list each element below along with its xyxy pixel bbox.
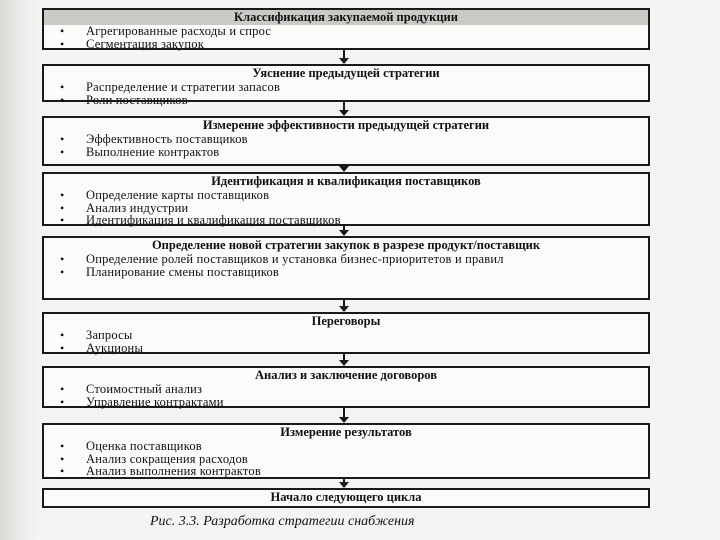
stage-item-text: Оценка поставщиков xyxy=(86,439,202,453)
stage-box xyxy=(42,8,650,50)
bullet-icon: • xyxy=(60,36,65,51)
stage-item xyxy=(44,465,648,478)
stage-item-text: Анализ индустрии xyxy=(86,200,189,215)
flow-arrow xyxy=(339,408,349,423)
stage-item-list xyxy=(44,25,648,51)
stage-item-text: Анализ выполнения контрактов xyxy=(86,464,261,478)
bullet-icon: • xyxy=(60,394,65,409)
stage-box xyxy=(42,488,650,508)
stage-item-text: Определение ролей поставщиков и установка бизнес-приоритетов и правил xyxy=(86,252,504,266)
stage-title: Измерение результатов xyxy=(280,425,412,439)
bullet-icon: • xyxy=(60,382,65,396)
stage-box xyxy=(42,236,650,300)
stage-item-text: Определение карты поставщиков xyxy=(86,188,270,202)
bullet-icon: • xyxy=(60,200,65,215)
stage-title: Уяснение предыдущей стратегии xyxy=(252,66,440,80)
stage-item-list xyxy=(44,383,648,409)
stage-title: Переговоры xyxy=(311,314,381,328)
bullet-icon: • xyxy=(60,264,65,279)
stage-item-text: Эффективность поставщиков xyxy=(86,132,248,146)
flow-arrow xyxy=(339,479,349,488)
stage-title: Начало следующего цикла xyxy=(270,490,422,504)
stage-item-text: Аукционы xyxy=(86,340,144,355)
stage-box xyxy=(42,312,650,354)
stage-item-list xyxy=(44,440,648,479)
stage-item-text: Запросы xyxy=(86,328,133,342)
flow-arrow xyxy=(339,226,349,236)
bullet-icon: • xyxy=(60,213,65,227)
stage-title: Классификация закупаемой продукции xyxy=(44,10,648,25)
stage-item-list xyxy=(44,189,648,228)
stage-box xyxy=(42,172,650,226)
bullet-icon: • xyxy=(60,464,65,478)
stage-item-text: Роли поставщиков xyxy=(86,92,188,107)
stage-item xyxy=(44,342,648,355)
bullet-icon: • xyxy=(60,188,65,202)
stage-box xyxy=(42,366,650,408)
flow-arrow xyxy=(339,50,349,64)
stage-title: Измерение эффективности предыдущей стратегии xyxy=(202,118,490,132)
stage-item-list xyxy=(44,253,648,279)
stage-item xyxy=(44,146,648,159)
stage-item-text: Идентификация и квалификация поставщиков xyxy=(86,213,341,227)
flow-arrow xyxy=(339,354,349,366)
stage-item xyxy=(44,396,648,409)
stage-box xyxy=(42,116,650,166)
stage-title: Идентификация и квалификация поставщиков xyxy=(211,174,481,188)
bullet-icon: • xyxy=(60,340,65,355)
bullet-icon: • xyxy=(60,439,65,453)
stage-item-text: Выполнение контрактов xyxy=(86,144,220,159)
stage-item-text: Управление контрактами xyxy=(86,394,224,409)
stage-item-text: Агрегированные расходы и спрос xyxy=(86,24,272,38)
stage-item xyxy=(44,266,648,279)
stage-item-text: Планирование смены поставщиков xyxy=(86,264,280,279)
stage-item xyxy=(44,38,648,51)
page-edge-shadow xyxy=(0,0,38,540)
stage-item-text: Стоимостный анализ xyxy=(86,382,203,396)
stage-title: Определение новой стратегии закупок в разрезе продукт/поставщик xyxy=(151,238,541,252)
stage-title: Анализ и заключение договоров xyxy=(255,368,437,382)
flow-arrow xyxy=(339,102,349,116)
stage-box xyxy=(42,423,650,479)
bullet-icon: • xyxy=(60,252,65,266)
bullet-icon: • xyxy=(60,451,65,466)
stage-item xyxy=(44,214,648,227)
stage-item-text: Распределение и стратегии запасов xyxy=(86,80,281,94)
stage-item-text: Сегментация закупок xyxy=(86,36,205,51)
stage-item-text: Анализ сокращения расходов xyxy=(86,451,249,466)
flow-arrow xyxy=(339,300,349,312)
bullet-icon: • xyxy=(60,80,65,94)
stage-item-list xyxy=(44,329,648,355)
bullet-icon: • xyxy=(60,132,65,146)
bullet-icon: • xyxy=(60,144,65,159)
bullet-icon: • xyxy=(60,24,65,38)
stage-box xyxy=(42,64,650,107)
stage-item-list xyxy=(44,133,648,159)
bullet-icon: • xyxy=(60,328,65,342)
figure-caption: Рис. 3.3. Разработка стратегии снабжения xyxy=(150,514,415,529)
bullet-icon: • xyxy=(60,92,65,107)
